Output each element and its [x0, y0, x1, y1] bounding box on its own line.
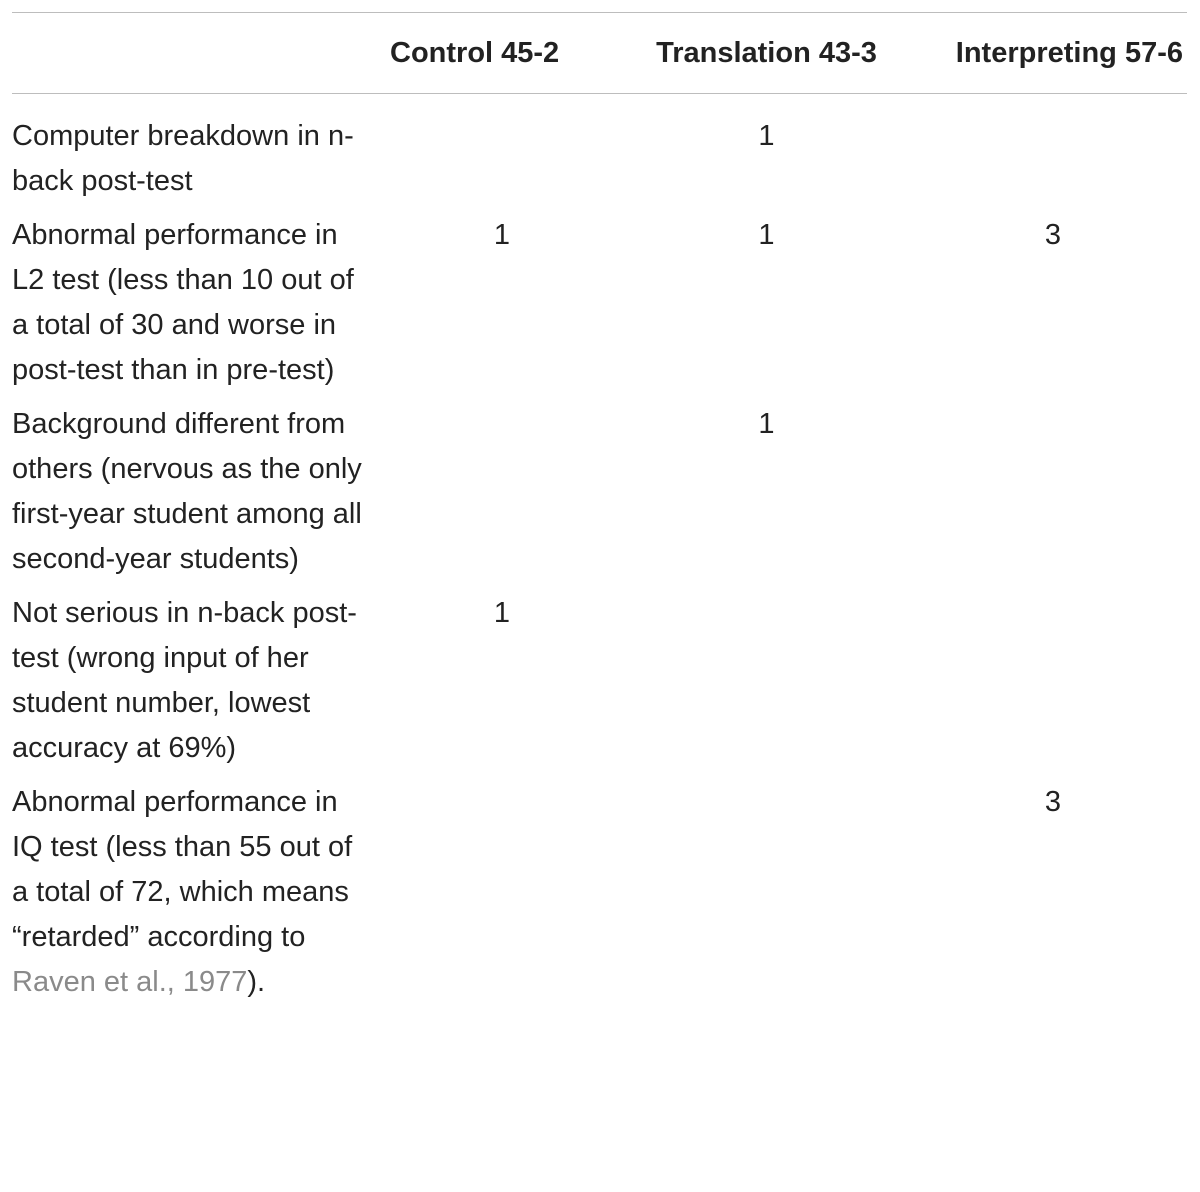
cell-translation: 1 [758, 408, 775, 440]
cell-control: 1 [493, 597, 511, 629]
table-row [12, 780, 1187, 1014]
row-label: Not serious in n-back post-test (wrong input of her student number, lowest accuracy at 69%) [12, 597, 357, 764]
table-header [12, 13, 1187, 94]
cell-translation [614, 591, 919, 780]
exclusion-table-container [12, 12, 1187, 1014]
cell-translation: 1 [758, 120, 775, 152]
row-label: Background different from others (nervous as the only first-year student among all second-year students) [12, 408, 362, 575]
cell-translation: 1 [758, 219, 775, 251]
row-label [12, 780, 390, 1014]
row-label: Abnormal performance in L2 test (less than 10 out of a total of 30 and worse in post-test than in pre-test) [12, 219, 354, 386]
header-interpreting: Interpreting 57-6 [955, 36, 1183, 69]
cell-interpreting [919, 94, 1187, 214]
header-control: Control 45-2 [390, 36, 560, 69]
row-label-suffix: ). [247, 966, 266, 998]
header-empty [12, 13, 390, 94]
cell-translation [614, 780, 919, 1014]
table-body [12, 94, 1187, 1015]
table-row [12, 213, 1187, 402]
header-translation: Translation 43-3 [656, 36, 877, 69]
header-row [12, 13, 1187, 94]
cell-control [390, 780, 614, 1014]
cell-interpreting: 3 [1044, 219, 1062, 251]
cell-control [390, 402, 614, 591]
table-row [12, 402, 1187, 591]
cell-interpreting: 3 [1044, 786, 1062, 818]
table-row [12, 94, 1187, 214]
cell-interpreting [919, 591, 1187, 780]
citation-link[interactable]: Raven et al., 1977 [12, 966, 248, 998]
cell-control [390, 94, 614, 214]
table-row [12, 591, 1187, 780]
exclusion-table [12, 12, 1187, 1014]
row-label: Computer breakdown in n-back post-test [12, 120, 354, 197]
cell-control: 1 [493, 219, 511, 251]
cell-interpreting [919, 402, 1187, 591]
row-label-text: Abnormal performance in IQ test (less than 55 out of a total of 72, which means “retarded” according to [12, 786, 353, 953]
